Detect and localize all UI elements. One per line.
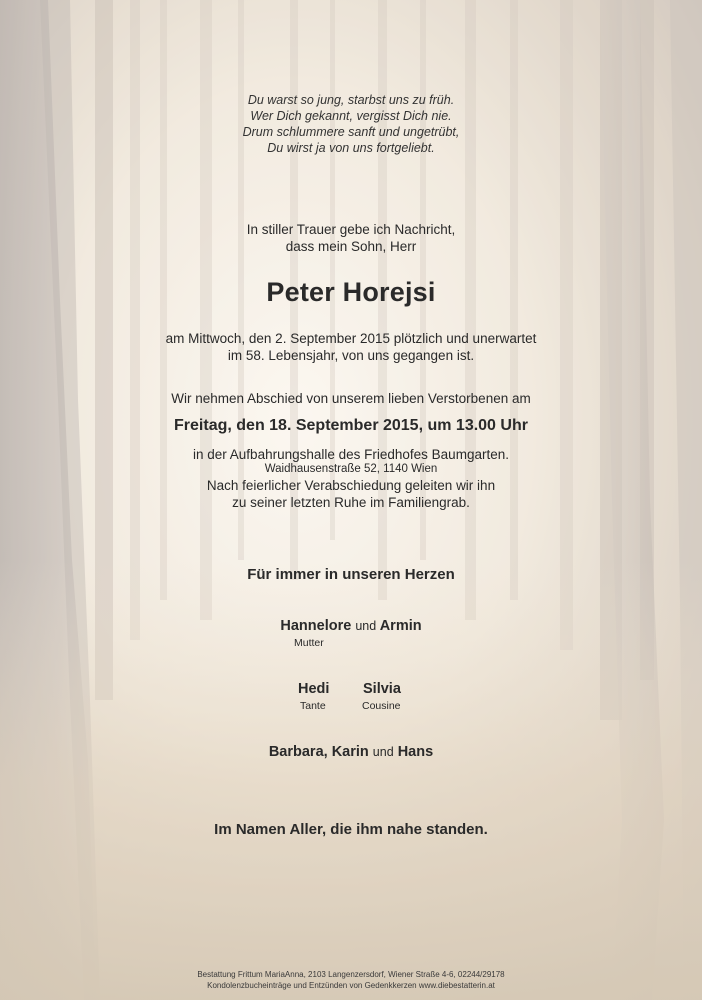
mourner-name-hannelore: Hannelore	[280, 618, 352, 634]
mourner-row-1	[0, 618, 702, 634]
intro-line-2: dass mein Sohn, Herr	[285, 239, 417, 254]
conjunction: und	[372, 745, 394, 759]
death-notice-line-2: im 58. Lebensjahr, von uns gegangen ist.	[227, 348, 475, 363]
poem-line-3: Drum schlummere sanft und ungetrübt,	[242, 125, 460, 139]
farewell-intro: Wir nehmen Abschied von unserem lieben Verstorbenen am	[171, 391, 531, 406]
mourner-names-barbara-karin: Barbara, Karin	[268, 744, 369, 760]
poem-line-2: Wer Dich gekannt, vergisst Dich nie.	[250, 109, 452, 123]
death-notice-line-1: am Mittwoch, den 2. September 2015 plötzlich und unerwartet	[165, 331, 537, 346]
footer-line-2: Kondolenzbucheinträge und Entzünden von Gedenkkerzen www.diebestatterin.at	[207, 981, 495, 990]
farewell-date: Freitag, den 18. September 2015, um 13.00 Uhr	[174, 417, 528, 434]
footer-line-1: Bestattung Frittum MariaAnna, 2103 Langenzersdorf, Wiener Straße 4-6, 02244/29178	[197, 970, 505, 979]
relation-tante: Tante	[300, 700, 326, 712]
relation-mutter: Mutter	[294, 637, 324, 649]
conjunction: und	[355, 619, 377, 633]
mourner-row-3	[0, 744, 702, 760]
mourner-name-silvia: Silvia	[363, 681, 401, 697]
mourner-name-hedi: Hedi	[298, 681, 330, 697]
mourner-name-hans: Hans	[397, 744, 434, 760]
burial-line-2: zu seiner letzten Ruhe im Familiengrab.	[232, 495, 470, 510]
poem-line-1: Du warst so jung, starbst uns zu früh.	[247, 93, 455, 107]
closing-line: Im Namen Aller, die ihm nahe standen.	[214, 821, 488, 838]
address: Waidhausenstraße 52, 1140 Wien	[264, 463, 438, 475]
location: in der Aufbahrungshalle des Friedhofes Baumgarten.	[193, 447, 509, 462]
burial-line-1: Nach feierlicher Verabschiedung geleiten wir ihn	[206, 478, 496, 493]
intro-line-1: In stiller Trauer gebe ich Nachricht,	[246, 222, 456, 237]
poem-line-4: Du wirst ja von uns fortgeliebt.	[267, 141, 435, 155]
mourner-name-armin: Armin	[379, 618, 422, 634]
relation-cousine: Cousine	[362, 700, 401, 712]
deceased-name: Peter Horejsi	[266, 277, 436, 307]
mourners-heading: Für immer in unseren Herzen	[247, 566, 455, 583]
